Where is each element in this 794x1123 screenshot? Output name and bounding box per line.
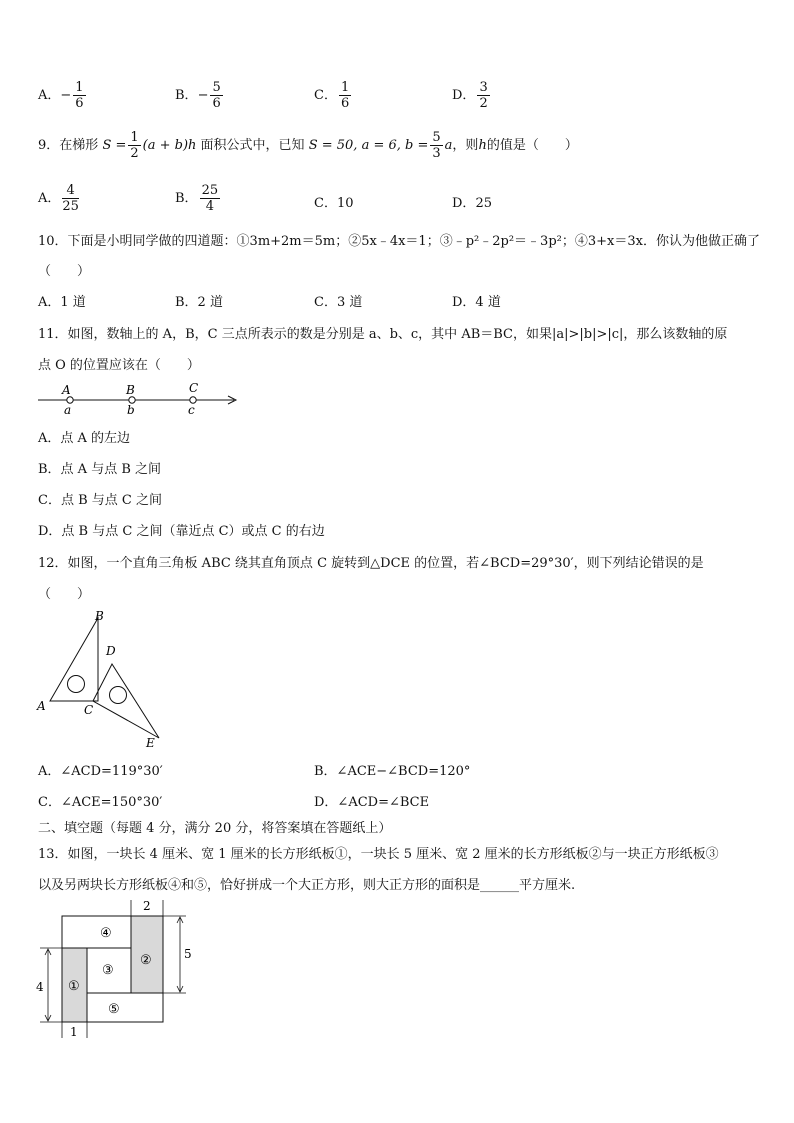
section-heading: 二、填空题（每题 4 分，满分 20 分，将答案填在答题纸上） (38, 821, 392, 836)
label-piece-4: ④ (100, 926, 112, 941)
fraction (62, 183, 79, 214)
q9-option-a[interactable] (38, 183, 81, 214)
denominator: 6 (340, 96, 350, 111)
label-D: D (106, 644, 116, 658)
q9-text-c: ，则 (452, 138, 479, 153)
denominator: 2 (130, 146, 139, 161)
label-piece-5: ⑤ (108, 1002, 120, 1017)
fraction (339, 80, 351, 111)
q11-option-d[interactable]: D．点 B 与点 C 之间（靠近点 C）或点 C 的右边 (38, 524, 325, 539)
option-letter: D． (452, 196, 476, 211)
q9-option-d[interactable] (452, 192, 492, 211)
triangle-hole-2 (110, 687, 127, 704)
dim-left-label: 4 (36, 980, 44, 994)
denominator: 6 (212, 96, 221, 111)
numerator: 4 (62, 183, 79, 199)
q8-option-a[interactable] (38, 80, 88, 111)
q10-line-2: （ ） (38, 264, 91, 279)
label-E: E (146, 736, 155, 750)
fraction (73, 80, 85, 111)
q11-option-a[interactable]: A．点 A 的左边 (38, 431, 131, 446)
option-letter: A． (38, 191, 61, 206)
q8-option-d[interactable] (452, 80, 492, 111)
q9-text-a: 在梯形 (59, 138, 99, 153)
q9-var: h (478, 138, 487, 153)
q12-option-b[interactable]: B．∠ACE−∠BCD=120° (314, 764, 471, 779)
fraction (477, 80, 489, 111)
option-letter: B． (175, 88, 198, 103)
option-letter: D． (452, 88, 476, 103)
q9-given-tail: a (444, 138, 453, 153)
q9-given: S = 50, a = 6, b = (308, 138, 429, 153)
option-letter: A． (38, 88, 61, 103)
numerator: 5 (212, 80, 221, 95)
q9-option-c[interactable] (314, 192, 354, 211)
denominator: 6 (75, 96, 84, 111)
numerator: 1 (130, 130, 139, 145)
q9-text-d: 的值是（ ） (486, 138, 578, 153)
triangle-hole-1 (68, 676, 85, 693)
q10-option-d[interactable]: D．4 道 (452, 295, 501, 310)
q8-option-c[interactable] (314, 80, 353, 111)
triangle-dce (93, 664, 159, 738)
q13-line-1: 13．如图，一块长 4 厘米、宽 1 厘米的长方形纸板①，一块长 5 厘米、宽 2 厘米的长方形纸板②与一块正方形纸板③ (38, 847, 719, 862)
q12-line-2: （ ） (38, 587, 91, 602)
q8-option-b[interactable] (175, 80, 225, 111)
numerator: 5 (432, 130, 441, 145)
q9-formula-right: (a + b)h (142, 138, 197, 153)
option-letter: C． (314, 88, 337, 103)
fraction (200, 183, 221, 214)
fraction (430, 130, 442, 161)
option-letter: C． (314, 196, 337, 211)
q12-option-d[interactable]: D．∠ACD=∠BCE (314, 795, 430, 810)
q12-option-c[interactable]: C．∠ACE=150°30′ (38, 795, 163, 810)
label-A: A (37, 699, 46, 713)
question-number: 9． (38, 138, 60, 153)
numerator: 25 (201, 183, 219, 198)
q10-option-a[interactable]: A．1 道 (38, 295, 86, 310)
denominator: 25 (62, 199, 79, 214)
q10-line-1: 10．下面是小明同学做的四道题：①3m+2m＝5m；②5x﹣4x＝1；③﹣p²﹣2p²＝﹣3p²；④3+x＝3x．你认为他做正确了 (38, 234, 760, 249)
dim-bottom-label: 1 (70, 1025, 78, 1039)
q12-line-1: 12．如图，一个直角三角板 ABC 绕其直角顶点 C 旋转到△DCE 的位置，若∠BCD=29°30′，则下列结论错误的是 (38, 556, 704, 571)
label-piece-2: ② (140, 953, 152, 968)
denominator: 4 (205, 199, 214, 214)
q9-stem (38, 130, 578, 161)
label-B: B (126, 383, 135, 397)
number-line-figure (36, 378, 246, 418)
triangle-abc (50, 618, 98, 701)
dim-top-label: 2 (143, 899, 151, 913)
label-b: b (127, 403, 135, 417)
numerator: 3 (479, 80, 488, 95)
option-letter: B． (175, 191, 198, 206)
label-a: a (64, 403, 72, 417)
q11-option-b[interactable]: B．点 A 与点 B 之间 (38, 462, 162, 477)
denominator: 3 (432, 146, 441, 161)
label-C: C (189, 381, 199, 395)
label-piece-1: ① (68, 979, 80, 994)
option-sign: − (60, 88, 72, 103)
q10-option-c[interactable]: C．3 道 (314, 295, 363, 310)
dim-right-label: 5 (184, 947, 192, 961)
numerator: 1 (340, 80, 350, 95)
q11-line-2: 点 O 的位置应该在（ ） (38, 358, 200, 373)
q13-line-2: 以及另两块长方形纸板④和⑤，恰好拼成一个大正方形，则大正方形的面积是______平方厘米. (38, 878, 576, 893)
q12-option-a[interactable]: A．∠ACD=119°30′ (38, 764, 163, 779)
label-piece-3: ③ (102, 963, 114, 978)
fraction (210, 80, 222, 111)
q11-line-1: 11．如图，数轴上的 A，B，C 三点所表示的数是分别是 a、b、c，其中 AB＝BC，如果|a|>|b|>|c|，那么该数轴的原 (38, 327, 728, 342)
label-c: c (188, 403, 195, 417)
q11-option-c[interactable]: C．点 B 与点 C 之间 (38, 493, 162, 508)
q9-option-b[interactable] (175, 183, 222, 214)
triangle-figure (34, 606, 174, 750)
numerator: 1 (75, 80, 84, 95)
fraction (128, 130, 140, 161)
label-A: A (62, 383, 71, 397)
denominator: 2 (479, 96, 488, 111)
square-puzzle-figure (30, 898, 200, 1040)
option-value: 10 (336, 196, 354, 211)
label-C: C (84, 703, 94, 717)
q10-option-b[interactable]: B．2 道 (175, 295, 223, 310)
q9-formula-left: S = (102, 138, 127, 153)
option-sign: − (197, 88, 209, 103)
q9-text-b: 面积公式中，已知 (200, 138, 305, 153)
label-B: B (95, 609, 104, 623)
option-value: 25 (475, 196, 492, 211)
